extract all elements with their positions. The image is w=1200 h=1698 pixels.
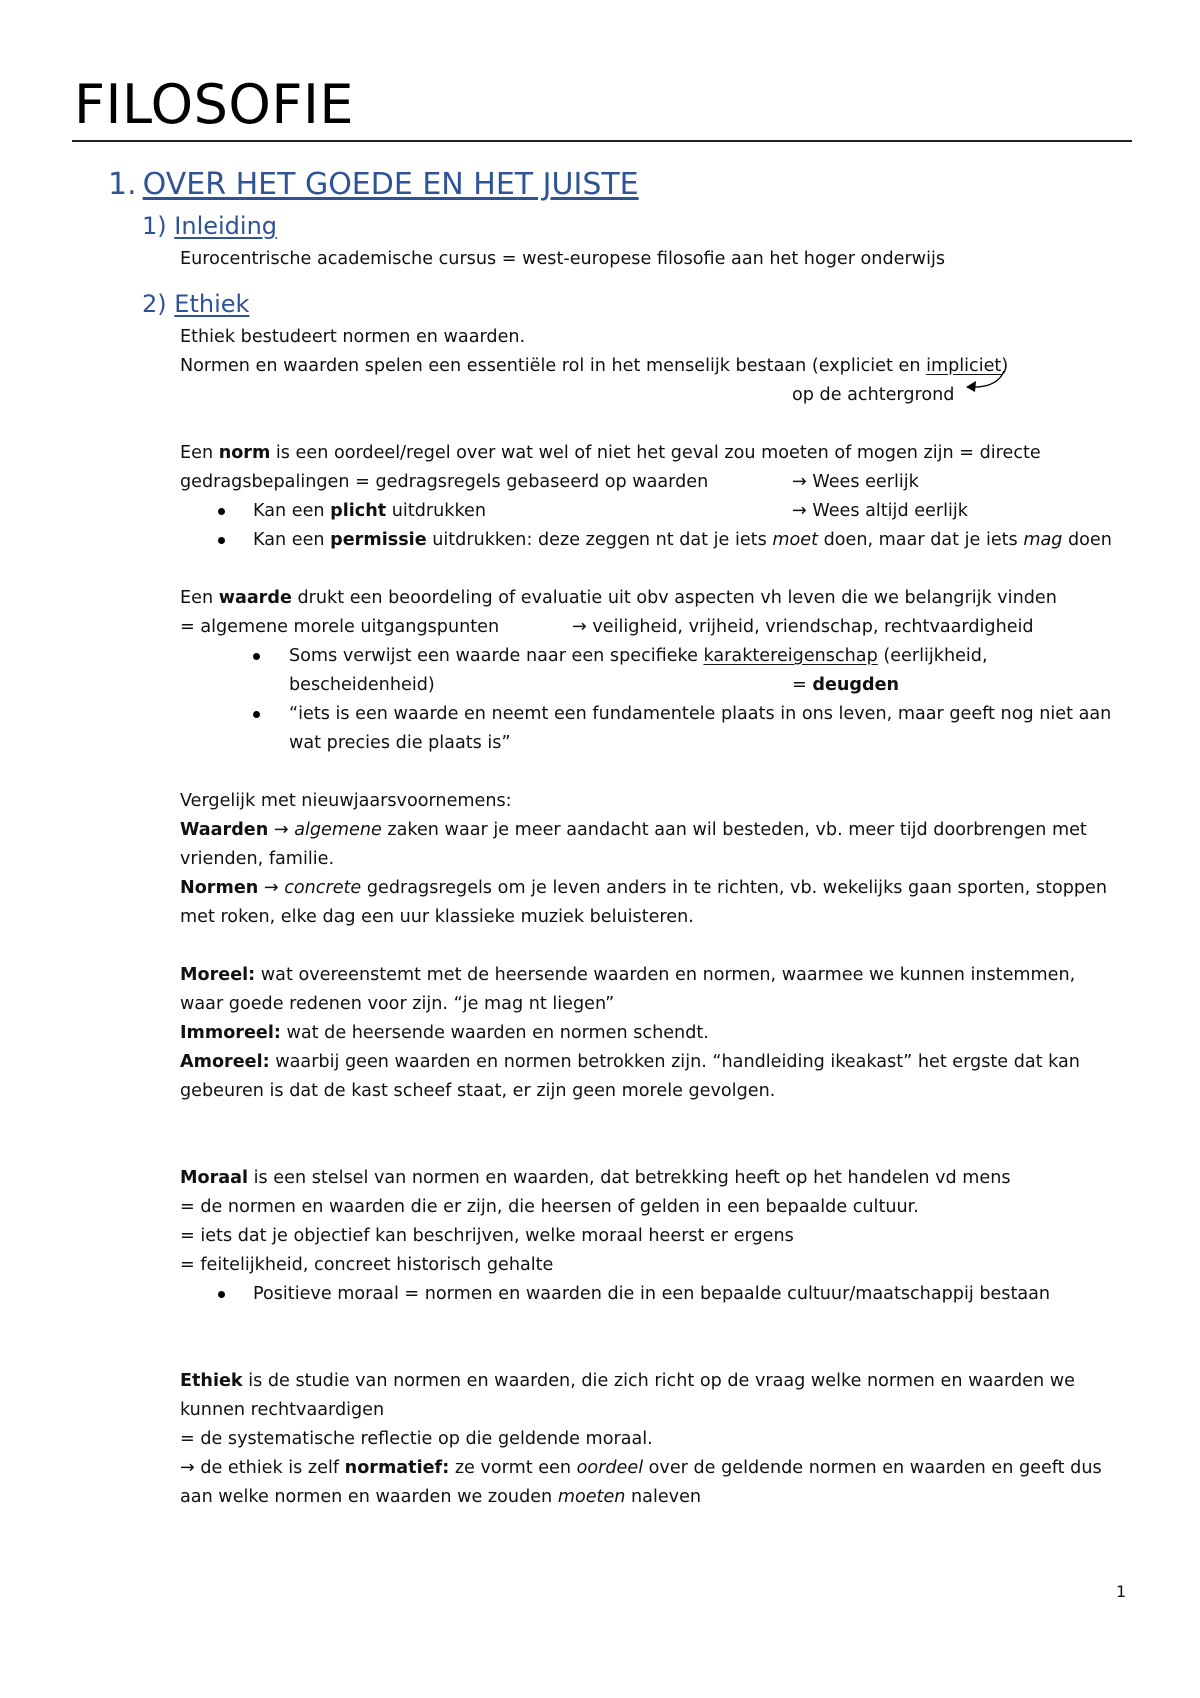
norm-paragraph: Een norm is een oordeel/regel over wat wel of niet het geval zou moeten of mogen zijn = directe bbox=[180, 443, 1041, 463]
paragraph: aan welke normen en waarden we zouden moeten naleven bbox=[180, 1487, 702, 1507]
document-title: FILOSOFIE bbox=[74, 73, 355, 136]
paragraph: Moraal is een stelsel van normen en waarden, dat betrekking heeft op het handelen vd mens bbox=[180, 1168, 1011, 1188]
paragraph: Normen en waarden spelen een essentiële rol in het menselijk bestaan (expliciet en impliciet) bbox=[180, 356, 1009, 376]
paragraph: Moreel: wat overeenstemt met de heersende waarden en normen, waarmee we kunnen instemmen, bbox=[180, 965, 1076, 985]
section-heading-inleiding bbox=[142, 210, 277, 242]
list-item: Positieve moraal = normen en waarden die in een bepaalde cultuur/maatschappij bestaan bbox=[180, 1280, 1140, 1309]
section-number: 2) bbox=[142, 290, 167, 318]
paragraph: = de systematische reflectie op die geldende moraal. bbox=[180, 1429, 653, 1449]
paragraph: Vergelijk met nieuwjaarsvoornemens: bbox=[180, 791, 512, 811]
curved-arrow-icon bbox=[960, 367, 1010, 407]
paragraph: Eurocentrische academische cursus = west-europese filosofie aan het hoger onderwijs bbox=[180, 249, 946, 269]
paragraph: Immoreel: wat de heersende waarden en normen schendt. bbox=[180, 1023, 709, 1043]
list-item: Kan een plicht uitdrukken → Wees altijd eerlijk bbox=[180, 497, 1140, 526]
paragraph: = de normen en waarden die er zijn, die heersen of gelden in een bepaalde cultuur. bbox=[180, 1197, 919, 1217]
title-divider bbox=[72, 140, 1132, 142]
norm-paragraph: gedragsbepalingen = gedragsregels gebaseerd op waarden → Wees eerlijk bbox=[180, 468, 1140, 497]
paragraph: = feitelijkheid, concreet historisch gehalte bbox=[180, 1255, 554, 1275]
underlined-term: impliciet bbox=[926, 356, 1002, 376]
arrow-note: → Wees altijd eerlijk bbox=[792, 501, 968, 521]
paragraph: Ethiek bestudeert normen en waarden. bbox=[180, 327, 526, 347]
list-item: Kan een permissie uitdrukken: deze zeggen nt dat je iets moet doen, maar dat je iets mag doen bbox=[180, 526, 1140, 555]
ethiek-body bbox=[180, 323, 1140, 1512]
paragraph: Normen → concrete gedragsregels om je leven anders in te richten, vb. wekelijks gaan sporten, stoppen bbox=[180, 878, 1108, 898]
paragraph: vrienden, familie. bbox=[180, 849, 335, 869]
arrow-note: → veiligheid, vrijheid, vriendschap, rechtvaardigheid bbox=[572, 617, 1034, 637]
chapter-heading bbox=[108, 166, 639, 204]
paragraph: kunnen rechtvaardigen bbox=[180, 1400, 385, 1420]
list-item: “iets is een waarde en neemt een fundamentele plaats in ons leven, maar geeft nog niet aan bbox=[180, 700, 1140, 729]
waarde-paragraph: = algemene morele uitgangspunten → veiligheid, vrijheid, vriendschap, rechtvaardigheid bbox=[180, 613, 1140, 642]
paragraph: Waarden → algemene zaken waar je meer aandacht aan wil besteden, vb. meer tijd doorbrengen met bbox=[180, 820, 1087, 840]
underlined-term: karaktereigenschap bbox=[703, 646, 878, 666]
section-title: Inleiding bbox=[174, 212, 278, 240]
chapter-number: 1. bbox=[108, 167, 137, 202]
section-heading-ethiek bbox=[142, 288, 249, 320]
list-item-continuation: wat precies die plaats is” bbox=[289, 733, 511, 753]
paragraph: → de ethiek is zelf normatief: ze vormt een oordeel over de geldende normen en waarden en geeft dus bbox=[180, 1458, 1102, 1478]
paragraph: Amoreel: waarbij geen waarden en normen betrokken zijn. “handleiding ikeakast” het ergste dat kan bbox=[180, 1052, 1080, 1072]
paragraph: gebeuren is dat de kast scheef staat, er zijn geen morele gevolgen. bbox=[180, 1081, 776, 1101]
section-number: 1) bbox=[142, 212, 167, 240]
inleiding-body bbox=[180, 245, 1140, 274]
page-number: 1 bbox=[1116, 1582, 1127, 1601]
list-item: Soms verwijst een waarde naar een specifieke karaktereigenschap (eerlijkheid, bbox=[180, 642, 1140, 671]
annotation-line bbox=[180, 381, 1140, 410]
list-item-continuation: bescheidenheid) = deugden bbox=[289, 675, 900, 695]
paragraph: waar goede redenen voor zijn. “je mag nt liegen” bbox=[180, 994, 615, 1014]
paragraph: met roken, elke dag een uur klassieke muziek beluisteren. bbox=[180, 907, 694, 927]
arrow-note: → Wees eerlijk bbox=[792, 472, 919, 492]
annotation-note: op de achtergrond bbox=[792, 385, 955, 405]
chapter-title: OVER HET GOEDE EN HET JUISTE bbox=[142, 167, 639, 202]
waarde-paragraph: Een waarde drukt een beoordeling of evaluatie uit obv aspecten vh leven die we belangrijk vinden bbox=[180, 588, 1057, 608]
paragraph: Ethiek is de studie van normen en waarden, die zich richt op de vraag welke normen en waarden we bbox=[180, 1371, 1075, 1391]
paragraph: = iets dat je objectief kan beschrijven, welke moraal heerst er ergens bbox=[180, 1226, 794, 1246]
section-title: Ethiek bbox=[174, 290, 250, 318]
